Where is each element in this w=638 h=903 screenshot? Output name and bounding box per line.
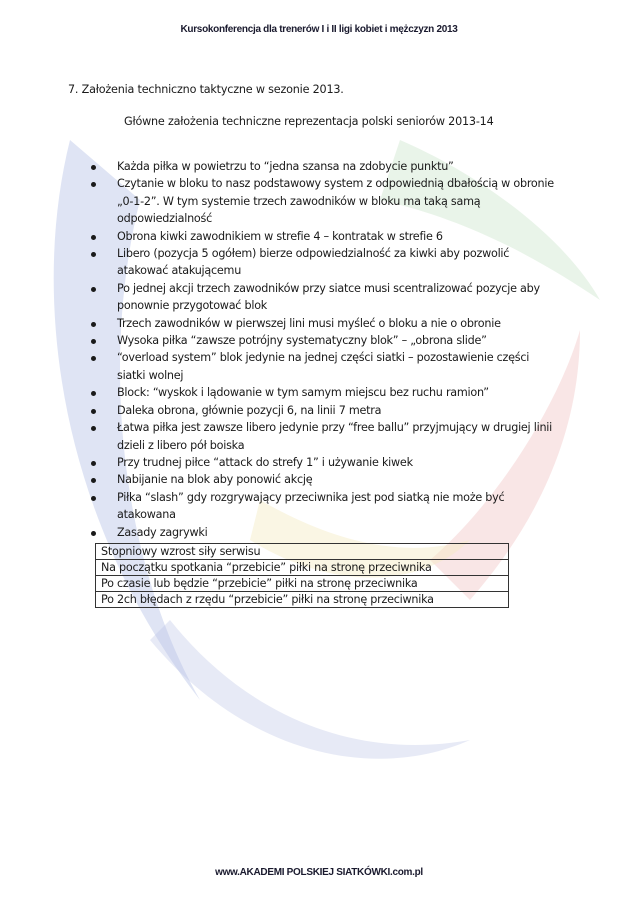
list-item: Łatwa piłka jest zawsze libero jedynie przy “free ballu” przyjmujący w drugiej linii dzieli z libero pół boiska [88, 419, 558, 454]
list-item: Zasady zagrywki [88, 524, 558, 541]
list-item: Piłka “slash” gdy rozgrywający przeciwnika jest pod siatką nie może być atakowana [88, 489, 558, 524]
list-item: Daleka obrona, głównie pozycji 6, na linii 7 metra [88, 402, 558, 419]
list-item: Libero (pozycja 5 ogółem) bierze odpowiedzialność za kiwki aby pozwolić atakować atakującemu [88, 245, 558, 280]
list-item: “overload system” blok jedynie na jednej części siatki – pozostawienie części siatki wolnej [88, 349, 558, 384]
list-item: Każda piłka w powietrzu to “jedna szansa na zdobycie punktu” [88, 158, 558, 175]
list-item: Czytanie w bloku to nasz podstawowy system z odpowiednią dbałością w obronie „0-1-2”. W tym systemie trzech zawodników w bloku ma taką samą odpowiedzialność [88, 175, 558, 227]
list-item: Obrona kiwki zawodnikiem w strefie 4 – kontratak w strefie 6 [88, 228, 558, 245]
table-row [96, 576, 509, 592]
list-item: Block: “wyskok i lądowanie w tym samym miejscu bez ruchu ramion” [88, 384, 558, 401]
table-cell: Po czasie lub będzie “przebicie” piłki na stronę przeciwnika [96, 576, 509, 592]
table-row [96, 592, 509, 608]
list-item: Nabijanie na blok aby ponowić akcję [88, 471, 558, 488]
list-item: Trzech zawodników w pierwszej lini musi myśleć o bloku a nie o obronie [88, 315, 558, 332]
section-subtitle: Główne założenia techniczne reprezentacja polski seniorów 2013-14 [124, 115, 494, 128]
table-row [96, 560, 509, 576]
list-item: Po jednej akcji trzech zawodników przy siatce musi scentralizować pozycje aby ponownie przygotować blok [88, 280, 558, 315]
page-footer[interactable]: www.AKADEMI POLSKIEJ SIATKÓWKI.com.pl [215, 867, 423, 878]
table-row [96, 544, 509, 560]
bullet-list [88, 158, 558, 541]
list-item: Wysoka piłka “zawsze potrójny systematyczny blok” – „obrona slide” [88, 332, 558, 349]
serve-rules-table [95, 543, 509, 608]
table-cell: Po 2ch błędach z rzędu “przebicie” piłki na stronę przeciwnika [96, 592, 509, 608]
page-header: Kursokonferencja dla trenerów I i II ligi kobiet i mężczyzn 2013 [180, 24, 458, 35]
section-title: 7. Założenia techniczno taktyczne w sezonie 2013. [68, 83, 344, 96]
table-cell: Stopniowy wzrost siły serwisu [96, 544, 509, 560]
list-item: Przy trudnej piłce “attack do strefy 1” i używanie kiwek [88, 454, 558, 471]
table-cell: Na początku spotkania “przebicie” piłki na stronę przeciwnika [96, 560, 509, 576]
